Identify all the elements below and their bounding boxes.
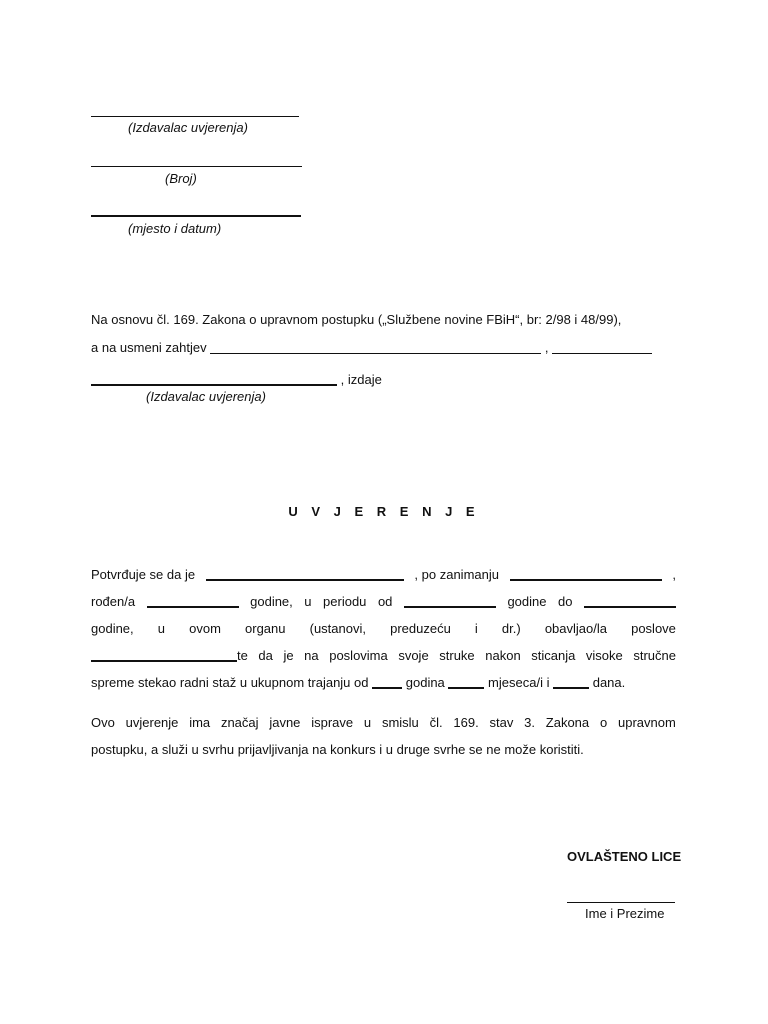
intro-separator: ,: [544, 340, 549, 355]
years-blank: [372, 686, 402, 689]
body-word: te: [237, 648, 248, 663]
body-text: , po zanimanju: [414, 567, 499, 582]
body-text: godine,: [250, 594, 293, 609]
number-label: (Broj): [165, 171, 197, 186]
birth-date-blank: [147, 605, 239, 608]
body-word: ovom: [189, 621, 221, 636]
body-p2-line-2: postupku, a služi u svrhu prijavljivanja na konkurs i u druge svrhe se ne može koristiti.: [91, 742, 584, 757]
occupation-blank: [510, 578, 662, 581]
intro-line-2: [91, 340, 652, 355]
body-word: Zakona: [545, 715, 590, 730]
body-word: obavljao/la: [544, 621, 607, 636]
issuer-label: (Izdavalac uvjerenja): [128, 120, 248, 135]
signature-title: OVLAŠTENO LICE: [567, 849, 682, 864]
months-blank: [448, 686, 484, 689]
body-word: poslove: [631, 621, 676, 636]
body-word: nakon: [485, 648, 521, 663]
body-text: godina: [405, 675, 445, 690]
body-word: 169.: [453, 715, 479, 730]
body-p2-line-1: [91, 715, 676, 730]
document-title: U V J E R E N J E: [288, 504, 480, 519]
body-word: preduzeću: [390, 621, 451, 636]
body-line-1: [91, 567, 676, 582]
body-word: organu: [245, 621, 286, 636]
body-word: da: [258, 648, 273, 663]
period-from-blank: [404, 605, 496, 608]
body-text: rođen/a: [91, 594, 136, 609]
body-text: godine: [507, 594, 547, 609]
body-line-3: [91, 621, 676, 636]
place-date-label: (mjesto i datum): [128, 221, 222, 236]
number-line: [91, 166, 302, 167]
body-word: godine,: [91, 621, 134, 636]
body-word: sticanja: [531, 648, 576, 663]
intro-line-3: [91, 372, 382, 387]
person-name-blank: [206, 578, 404, 581]
body-word: i: [474, 621, 478, 636]
body-word: o: [599, 715, 608, 730]
body-word: isprave: [311, 715, 354, 730]
intro-request-label: a na usmeni zahtjev: [91, 340, 207, 355]
body-word: u: [157, 621, 165, 636]
issuer-line: [91, 116, 299, 117]
intro-issuer-label: (Izdavalac uvjerenja): [146, 389, 266, 404]
body-text: periodu: [323, 594, 367, 609]
body-text: spreme stekao radni staž u ukupnom trajanju od: [91, 675, 369, 690]
body-word: na: [304, 648, 319, 663]
body-word: visoke: [585, 648, 623, 663]
body-word: uvjerenje: [125, 715, 179, 730]
issuer-name-blank: [91, 383, 337, 386]
body-text: mjeseca/i i: [488, 675, 550, 690]
body-word: upravnom: [617, 715, 676, 730]
body-line-4: [91, 648, 676, 663]
intro-issues-text: , izdaje: [340, 372, 382, 387]
requester-extra-blank: [552, 352, 652, 354]
body-text: Potvrđuje se da je: [91, 567, 196, 582]
body-text: do: [558, 594, 573, 609]
body-word: je: [283, 648, 294, 663]
body-line-5: [91, 675, 625, 690]
jobs-blank: [91, 659, 237, 662]
period-to-blank: [584, 605, 676, 608]
body-word: stručne: [633, 648, 676, 663]
requester-name-blank: [210, 352, 541, 354]
body-word: značaj: [220, 715, 259, 730]
body-word: poslovima: [329, 648, 388, 663]
body-word: Ovo: [91, 715, 115, 730]
body-text: ,: [672, 567, 676, 582]
body-word: (ustanovi,: [309, 621, 366, 636]
signature-name-label: Ime i Prezime: [585, 906, 665, 921]
intro-line-1: Na osnovu čl. 169. Zakona o upravnom postupku („Službene novine FBiH“, br: 2/98 i 48/99),: [91, 312, 622, 327]
signature-line: [567, 902, 675, 903]
body-word: smislu: [381, 715, 419, 730]
body-word: 3.: [524, 715, 535, 730]
body-text: od: [377, 594, 393, 609]
body-word: dr.): [501, 621, 521, 636]
days-blank: [553, 686, 589, 689]
body-text: dana.: [592, 675, 626, 690]
body-word: struke: [439, 648, 475, 663]
body-word: stav: [489, 715, 514, 730]
body-word: ima: [189, 715, 211, 730]
body-word: javne: [269, 715, 301, 730]
body-word: svoje: [398, 648, 429, 663]
place-date-line: [91, 215, 301, 217]
body-text: u: [304, 594, 312, 609]
body-line-2: [91, 594, 676, 609]
body-word: u: [363, 715, 372, 730]
body-word: čl.: [429, 715, 443, 730]
jobs-segment: [91, 648, 248, 663]
